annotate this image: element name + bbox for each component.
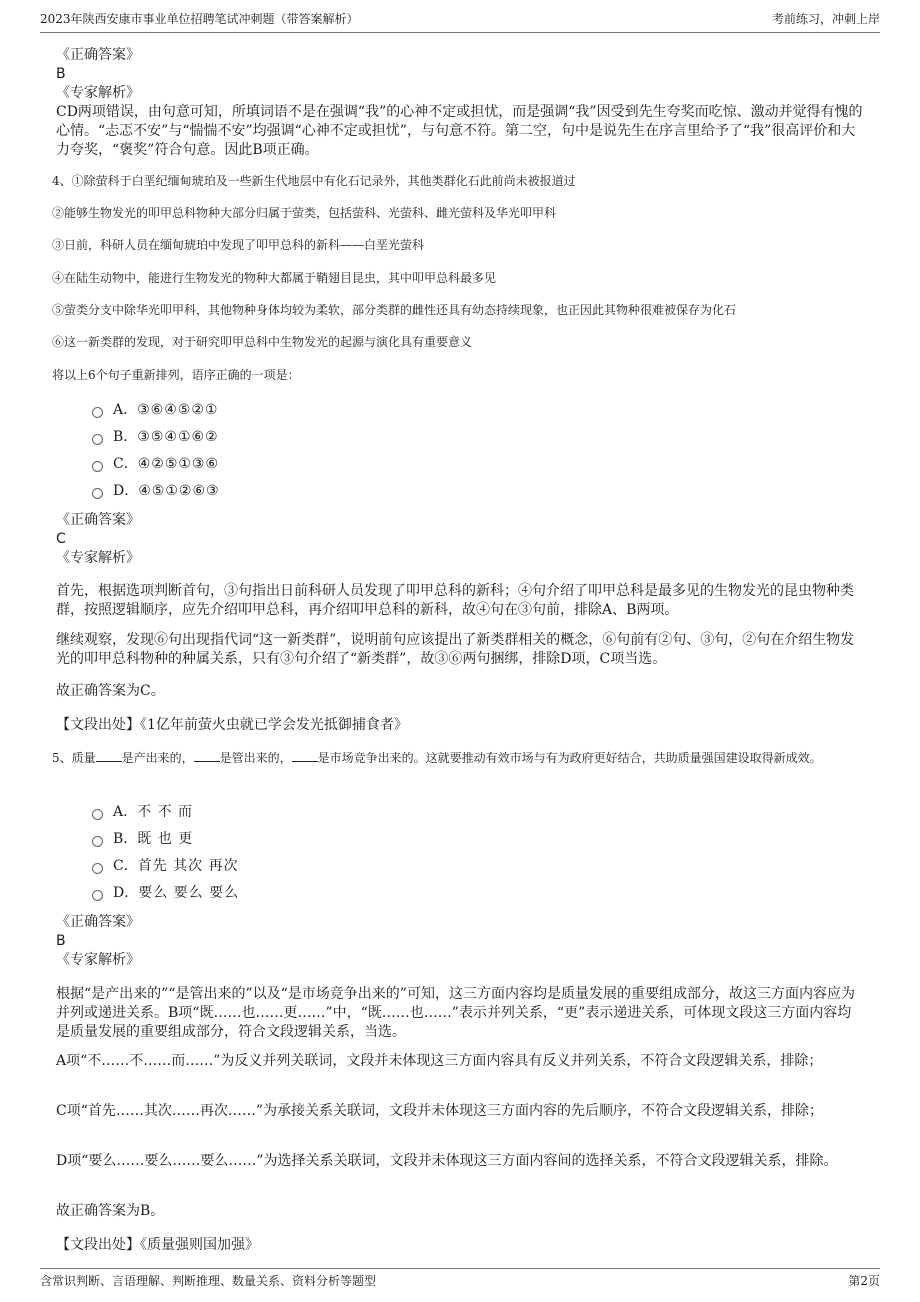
radio-icon[interactable]	[92, 809, 103, 820]
q5-stem: 5、质量 是产出来的， 是管出来的， 是市场竞争出来的。这就要推动有效市场与有为政府更好结合，共助质量强国建设取得新成效。	[52, 751, 822, 765]
source-title: 《1亿年前萤火虫就已学会发光抵御捕食者》	[140, 717, 408, 733]
q3-analysis: CD两项错误，由句意可知，所填词语不是在强调“我”的心神不定或担忧，而是强调“我”因受到先生夸奖而吃惊、激动并觉得有愧的心情。“忐忑不安”与“惴惴不安”均强调“心神不定或担忧”，与句意不符。第二空，句中是说先生在序言里给予了“我”很高评价和大力夸奖，“褒奖”符合句意。因此B项正确。	[56, 104, 863, 158]
q5-analysis-p4: D项“要么……要么……要么……”为选择关系关联词，文段并未体现这三方面内容间的选择关系，不符合文段逻辑关系，排除。	[56, 1153, 838, 1169]
q4-analysis-p1: 首先，根据选项判断首句，③句指出日前科研人员发现了叩甲总科的新科；④句介绍了叩甲总科是最多见的生物发光的昆虫物种类群，按照逻辑顺序，应先介绍叩甲总科，再介绍叩甲总科的新科，故④句在③句前，排除A、B两项。	[56, 583, 854, 618]
q5-analysis-p1: 根据“是产出来的”“是管出来的”以及“是市场竞争出来的”可知，这三方面内容均是质量发展的重要组成部分，故这三方面内容应为并列或递进关系。B项“既……也……更……”中，“既……也……”表示并列关系，“更”表示递进关系，可体现文段这三方面内容均是质量发展的重要组成部分，符合文段逻辑关系，当选。	[56, 986, 855, 1040]
correct-answer-label: 《正确答案》	[56, 512, 140, 528]
q4-sentence-2: ②能够生物发光的叩甲总科物种大部分归属于萤类，包括萤科、光萤科、雌光萤科及华光叩甲科	[52, 206, 557, 220]
footer-note: 含常识判断、言语理解、判断推理、数量关系、资料分析等题型	[40, 1274, 377, 1288]
radio-icon[interactable]	[92, 407, 103, 418]
expert-analysis-label: 《专家解析》	[56, 85, 140, 101]
expert-analysis-label: 《专家解析》	[56, 550, 140, 566]
radio-icon[interactable]	[92, 836, 103, 847]
radio-icon[interactable]	[92, 890, 103, 901]
page-header	[40, 10, 880, 33]
q4-stem: 将以上6个句子重新排列，语序正确的一项是：	[52, 368, 300, 382]
q5-option-a[interactable]: A． 不 不 而	[92, 803, 193, 821]
q4-source	[56, 716, 864, 735]
header-slogan: 考前练习，冲刺上岸	[771, 12, 880, 26]
radio-icon[interactable]	[92, 488, 103, 499]
q5-option-c[interactable]: C． 首先 其次 再次	[92, 857, 239, 875]
q4-analysis-p3: 故正确答案为C。	[56, 683, 165, 699]
blank-line	[96, 749, 122, 762]
q4-sentence-4: ④在陆生动物中，能进行生物发光的物种大都属于鞘翅目昆虫，其中叩甲总科最多见	[52, 271, 497, 285]
q3-answer: B	[56, 66, 66, 82]
q4-sentence-1: 4、①除萤科于白垩纪缅甸琥珀及一些新生代地层中有化石记录外，其他类群化石此前尚未被报道过	[52, 174, 576, 188]
q4-sentence-5: ⑤萤类分支中除华光叩甲科，其他物种身体均较为柔软，部分类群的雌性还具有幼态持续现象，也正因此其物种很难被保存为化石	[52, 303, 737, 317]
q5-analysis-p3: C项“首先……其次……再次……”为承接关系关联词，文段并未体现这三方面内容的先后顺序，不符合文段逻辑关系，排除；	[56, 1103, 824, 1119]
q5-analysis-p2: A项“不……不……而……”为反义并列关联词，文段并未体现这三方面内容具有反义并列关系，不符合文段逻辑关系，排除；	[56, 1053, 823, 1069]
radio-icon[interactable]	[92, 461, 103, 472]
correct-answer-label: 《正确答案》	[56, 47, 140, 63]
q4-answer: C	[56, 531, 66, 547]
source-tag: 【文段出处】	[56, 717, 140, 733]
page-number: 第2页	[848, 1274, 880, 1288]
expert-analysis-label: 《专家解析》	[56, 952, 140, 968]
correct-answer-label: 《正确答案》	[56, 914, 140, 930]
q4-option-d[interactable]: D． ④⑤①②⑥③	[92, 482, 220, 500]
q4-option-c[interactable]: C． ④②⑤①③⑥	[92, 455, 219, 473]
page-footer	[40, 1268, 880, 1294]
q5-analysis-p5: 故正确答案为B。	[56, 1203, 165, 1219]
q5-option-d[interactable]: D． 要么 要么 要么	[92, 884, 239, 902]
source-title: 《质量强则国加强》	[140, 1237, 259, 1253]
q4-sentence-3: ③日前，科研人员在缅甸琥珀中发现了叩甲总科的新科——白垩光萤科	[52, 238, 425, 252]
q5-answer: B	[56, 933, 66, 949]
blank-line	[292, 749, 318, 762]
document-title: 2023年陕西安康市事业单位招聘笔试冲刺题（带答案解析）	[40, 12, 359, 26]
blank-line	[194, 749, 220, 762]
radio-icon[interactable]	[92, 863, 103, 874]
q5-source	[56, 1236, 864, 1255]
q4-analysis-p2: 继续观察，发现⑥句出现指代词“这一新类群”，说明前句应该提出了新类群相关的概念，⑥句前有②句、③句，②句在介绍生物发光的叩甲总科物种的种属关系，只有③句介绍了“新类群”，故③⑥两句捆绑，排除D项，C项当选。	[56, 632, 855, 667]
q4-option-b[interactable]: B． ③⑤④①⑥②	[92, 428, 219, 446]
q4-sentence-6: ⑥这一新类群的发现，对于研究叩甲总科中生物发光的起源与演化具有重要意义	[52, 335, 473, 349]
source-tag: 【文段出处】	[56, 1237, 140, 1253]
q4-option-a[interactable]: A． ③⑥④⑤②①	[92, 401, 218, 419]
q5-option-b[interactable]: B． 既 也 更	[92, 830, 193, 848]
radio-icon[interactable]	[92, 434, 103, 445]
